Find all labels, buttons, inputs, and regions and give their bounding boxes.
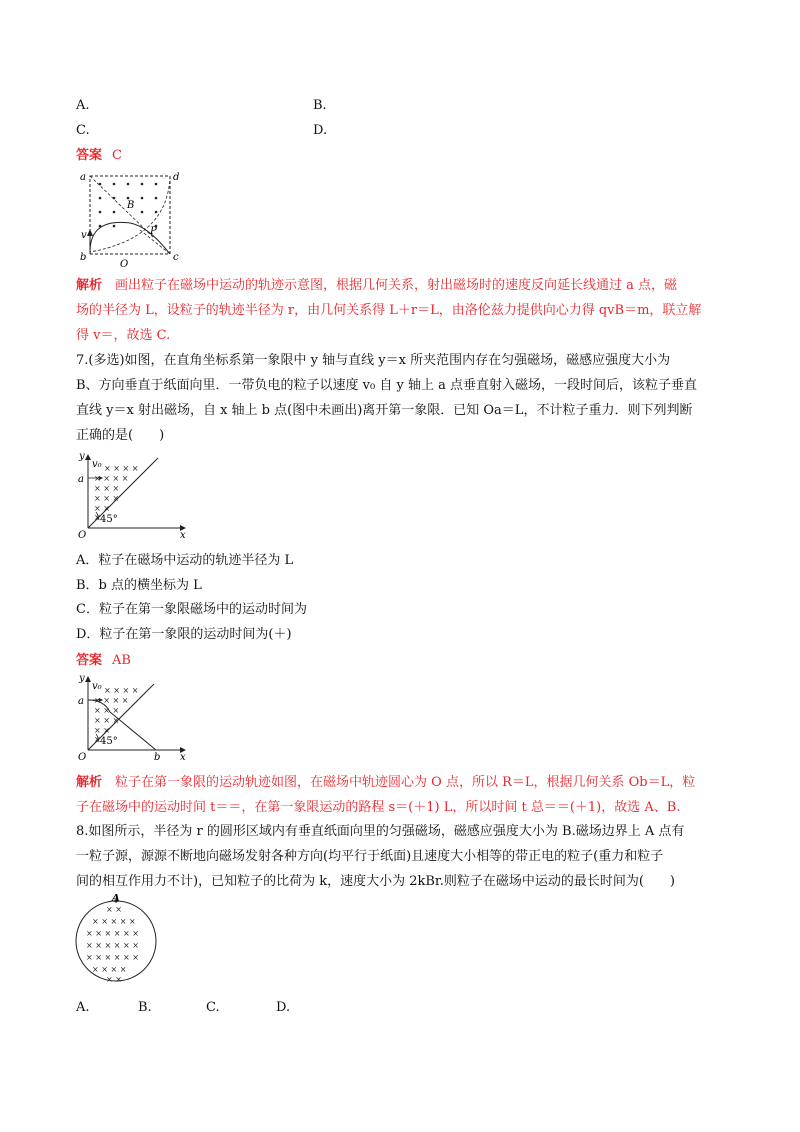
q7-fig-label-angle: 45° bbox=[100, 514, 118, 525]
q7-explanation-label: 解析 bbox=[76, 775, 103, 790]
q7-stem-line-2: B、方向垂直于纸面向里．一带负电的粒子以速度 v₀ 自 y 轴上 a 点垂直射入磁场，一段时间后，该粒子垂直 bbox=[76, 378, 697, 393]
svg-text:× ×: × × bbox=[94, 726, 110, 735]
q7-ans-fig-label-angle: 45° bbox=[100, 736, 118, 747]
q6-fig-label-B: B bbox=[127, 200, 135, 211]
q7-answer-value: AB bbox=[112, 653, 131, 668]
q6-fig-label-P: P bbox=[150, 226, 157, 237]
q8-stem-line-1: 8.如图所示，半径为 r 的圆形区域内有垂直纸面向里的匀强磁场，磁感应强度大小为 B.磁场边界上 A 点有 bbox=[76, 824, 685, 839]
svg-text:× × × ×: × × × × bbox=[94, 474, 129, 483]
q8-stem-line-3: 间的相互作用力不计)，已知粒子的比荷为 k，速度大小为 2kBr.则粒子在磁场中运动的最长时间为( ) bbox=[76, 874, 675, 889]
svg-text:× × × × × ×: × × × × × × bbox=[86, 929, 139, 938]
q7-option-b: B．b 点的横坐标为 L bbox=[76, 578, 202, 593]
q7-figure bbox=[76, 450, 196, 542]
q7-stem-line-4: 正确的是( ) bbox=[76, 428, 165, 443]
q7-fig-label-v0: v₀ bbox=[92, 459, 102, 470]
q6-option-d: D. bbox=[313, 123, 328, 138]
svg-text:×: × bbox=[94, 513, 101, 522]
q6-explanation-line-3: 得 v＝，故选 C. bbox=[76, 328, 171, 343]
q6-answer-value: C bbox=[112, 148, 122, 163]
q6-fig-label-b: b bbox=[80, 252, 87, 263]
q7-ans-fig-label-v0: v₀ bbox=[92, 681, 102, 692]
svg-text:× × × × × ×: × × × × × × bbox=[86, 953, 139, 962]
svg-text:× × × × × ×: × × × × × × bbox=[86, 941, 139, 950]
q7-option-a: A．粒子在磁场中运动的轨迹半径为 L bbox=[76, 553, 294, 568]
q7-explanation-line-2: 子在磁场中的运动时间 t＝＝，在第一象限运动的路程 s＝(＋1) L，所以时间 t 总＝＝(＋1)，故选 A、B. bbox=[76, 800, 681, 815]
q6-figure bbox=[76, 168, 186, 268]
q8-option-c: C. bbox=[206, 1000, 220, 1015]
q6-explanation-line-1: 解析 画出粒子在磁场中运动的轨迹示意图，根据几何关系，射出磁场时的速度反向延长线通过 a 点，磁 bbox=[76, 278, 678, 293]
q7-option-d: D．粒子在第一象限的运动时间为(＋) bbox=[76, 627, 292, 642]
q7-answer bbox=[76, 651, 131, 671]
q7-fig-label-a: a bbox=[78, 474, 84, 485]
q7-ans-fig-label-a: a bbox=[78, 696, 84, 707]
q7-answer-label: 答案 bbox=[76, 653, 103, 668]
q6-explanation-line-2: 场的半径为 L，设粒子的轨迹半径为 r，由几何关系得 L＋r＝L，由洛伦兹力提供向心力得 qvB＝m，联立解 bbox=[76, 303, 702, 318]
q6-option-c: C. bbox=[76, 123, 90, 138]
q7-ans-fig-label-O: O bbox=[78, 752, 87, 763]
q6-explanation-label: 解析 bbox=[76, 278, 103, 293]
q8-option-a: A. bbox=[76, 1000, 90, 1015]
q8-figure bbox=[72, 894, 162, 986]
svg-text:× × ×: × × × bbox=[94, 494, 120, 503]
q6-answer bbox=[76, 146, 122, 166]
q6-fig-label-O: O bbox=[120, 259, 129, 268]
q8-fig-label-A: A bbox=[112, 894, 120, 904]
svg-text:× ×: × × bbox=[106, 905, 122, 914]
q6-fig-label-a: a bbox=[80, 172, 86, 183]
svg-text:× × × ×: × × × × bbox=[104, 686, 139, 695]
q7-explanation-line-1: 解析 粒子在第一象限的运动轨迹如图，在磁场中轨迹圆心为 O 点，所以 R＝L，根据几何关系 Ob＝L，粒 bbox=[76, 775, 696, 790]
q7-ans-fig-label-y: y bbox=[79, 673, 85, 684]
svg-text:× × × ×: × × × × bbox=[94, 696, 129, 705]
q7-ans-fig-label-x: x bbox=[180, 752, 186, 763]
q7-option-c: C．粒子在第一象限磁场中的运动时间为 bbox=[76, 602, 307, 617]
svg-text:× × × ×: × × × × bbox=[92, 965, 127, 974]
q7-answer-figure bbox=[76, 672, 196, 764]
q7-stem-line-3: 直线 y＝x 射出磁场，自 x 轴上 b 点(图中未画出)离开第一象限．已知 Oa＝L，不计粒子重力．则下列判断 bbox=[76, 403, 693, 418]
q8-stem-line-2: 一粒子源，源源不断地向磁场发射各种方向(均平行于纸面)且速度大小相等的带正电的粒子(重力和粒子 bbox=[76, 849, 664, 864]
q8-option-d: D. bbox=[276, 1000, 291, 1015]
svg-text:× × × × ×: × × × × × bbox=[92, 917, 136, 926]
q6-fig-label-c: c bbox=[173, 252, 179, 263]
q6-fig-label-d: d bbox=[173, 172, 180, 183]
q7-fig-label-y: y bbox=[79, 451, 85, 462]
q7-stem-line-1: 7.(多选)如图，在直角坐标系第一象限中 y 轴与直线 y＝x 所夹范围内存在匀强磁场，磁感应强度大小为 bbox=[76, 353, 671, 368]
q7-ans-fig-label-b: b bbox=[154, 752, 161, 763]
q6-answer-label: 答案 bbox=[76, 148, 103, 163]
svg-text:× × ×: × × × bbox=[94, 484, 120, 493]
svg-text:× × ×: × × × bbox=[94, 716, 120, 725]
svg-text:× × × ×: × × × × bbox=[104, 464, 139, 473]
q6-option-b: B. bbox=[313, 98, 327, 113]
q6-option-a: A. bbox=[76, 98, 90, 113]
q7-fig-label-x: x bbox=[180, 530, 186, 541]
q8-option-b: B. bbox=[138, 1000, 152, 1015]
svg-text:×: × bbox=[94, 735, 101, 744]
svg-text:× ×: × × bbox=[94, 504, 110, 513]
svg-text:× ×: × × bbox=[106, 975, 122, 984]
q6-fig-label-v: v bbox=[81, 230, 87, 241]
svg-text:× × ×: × × × bbox=[94, 706, 120, 715]
q7-fig-label-O: O bbox=[78, 530, 87, 541]
